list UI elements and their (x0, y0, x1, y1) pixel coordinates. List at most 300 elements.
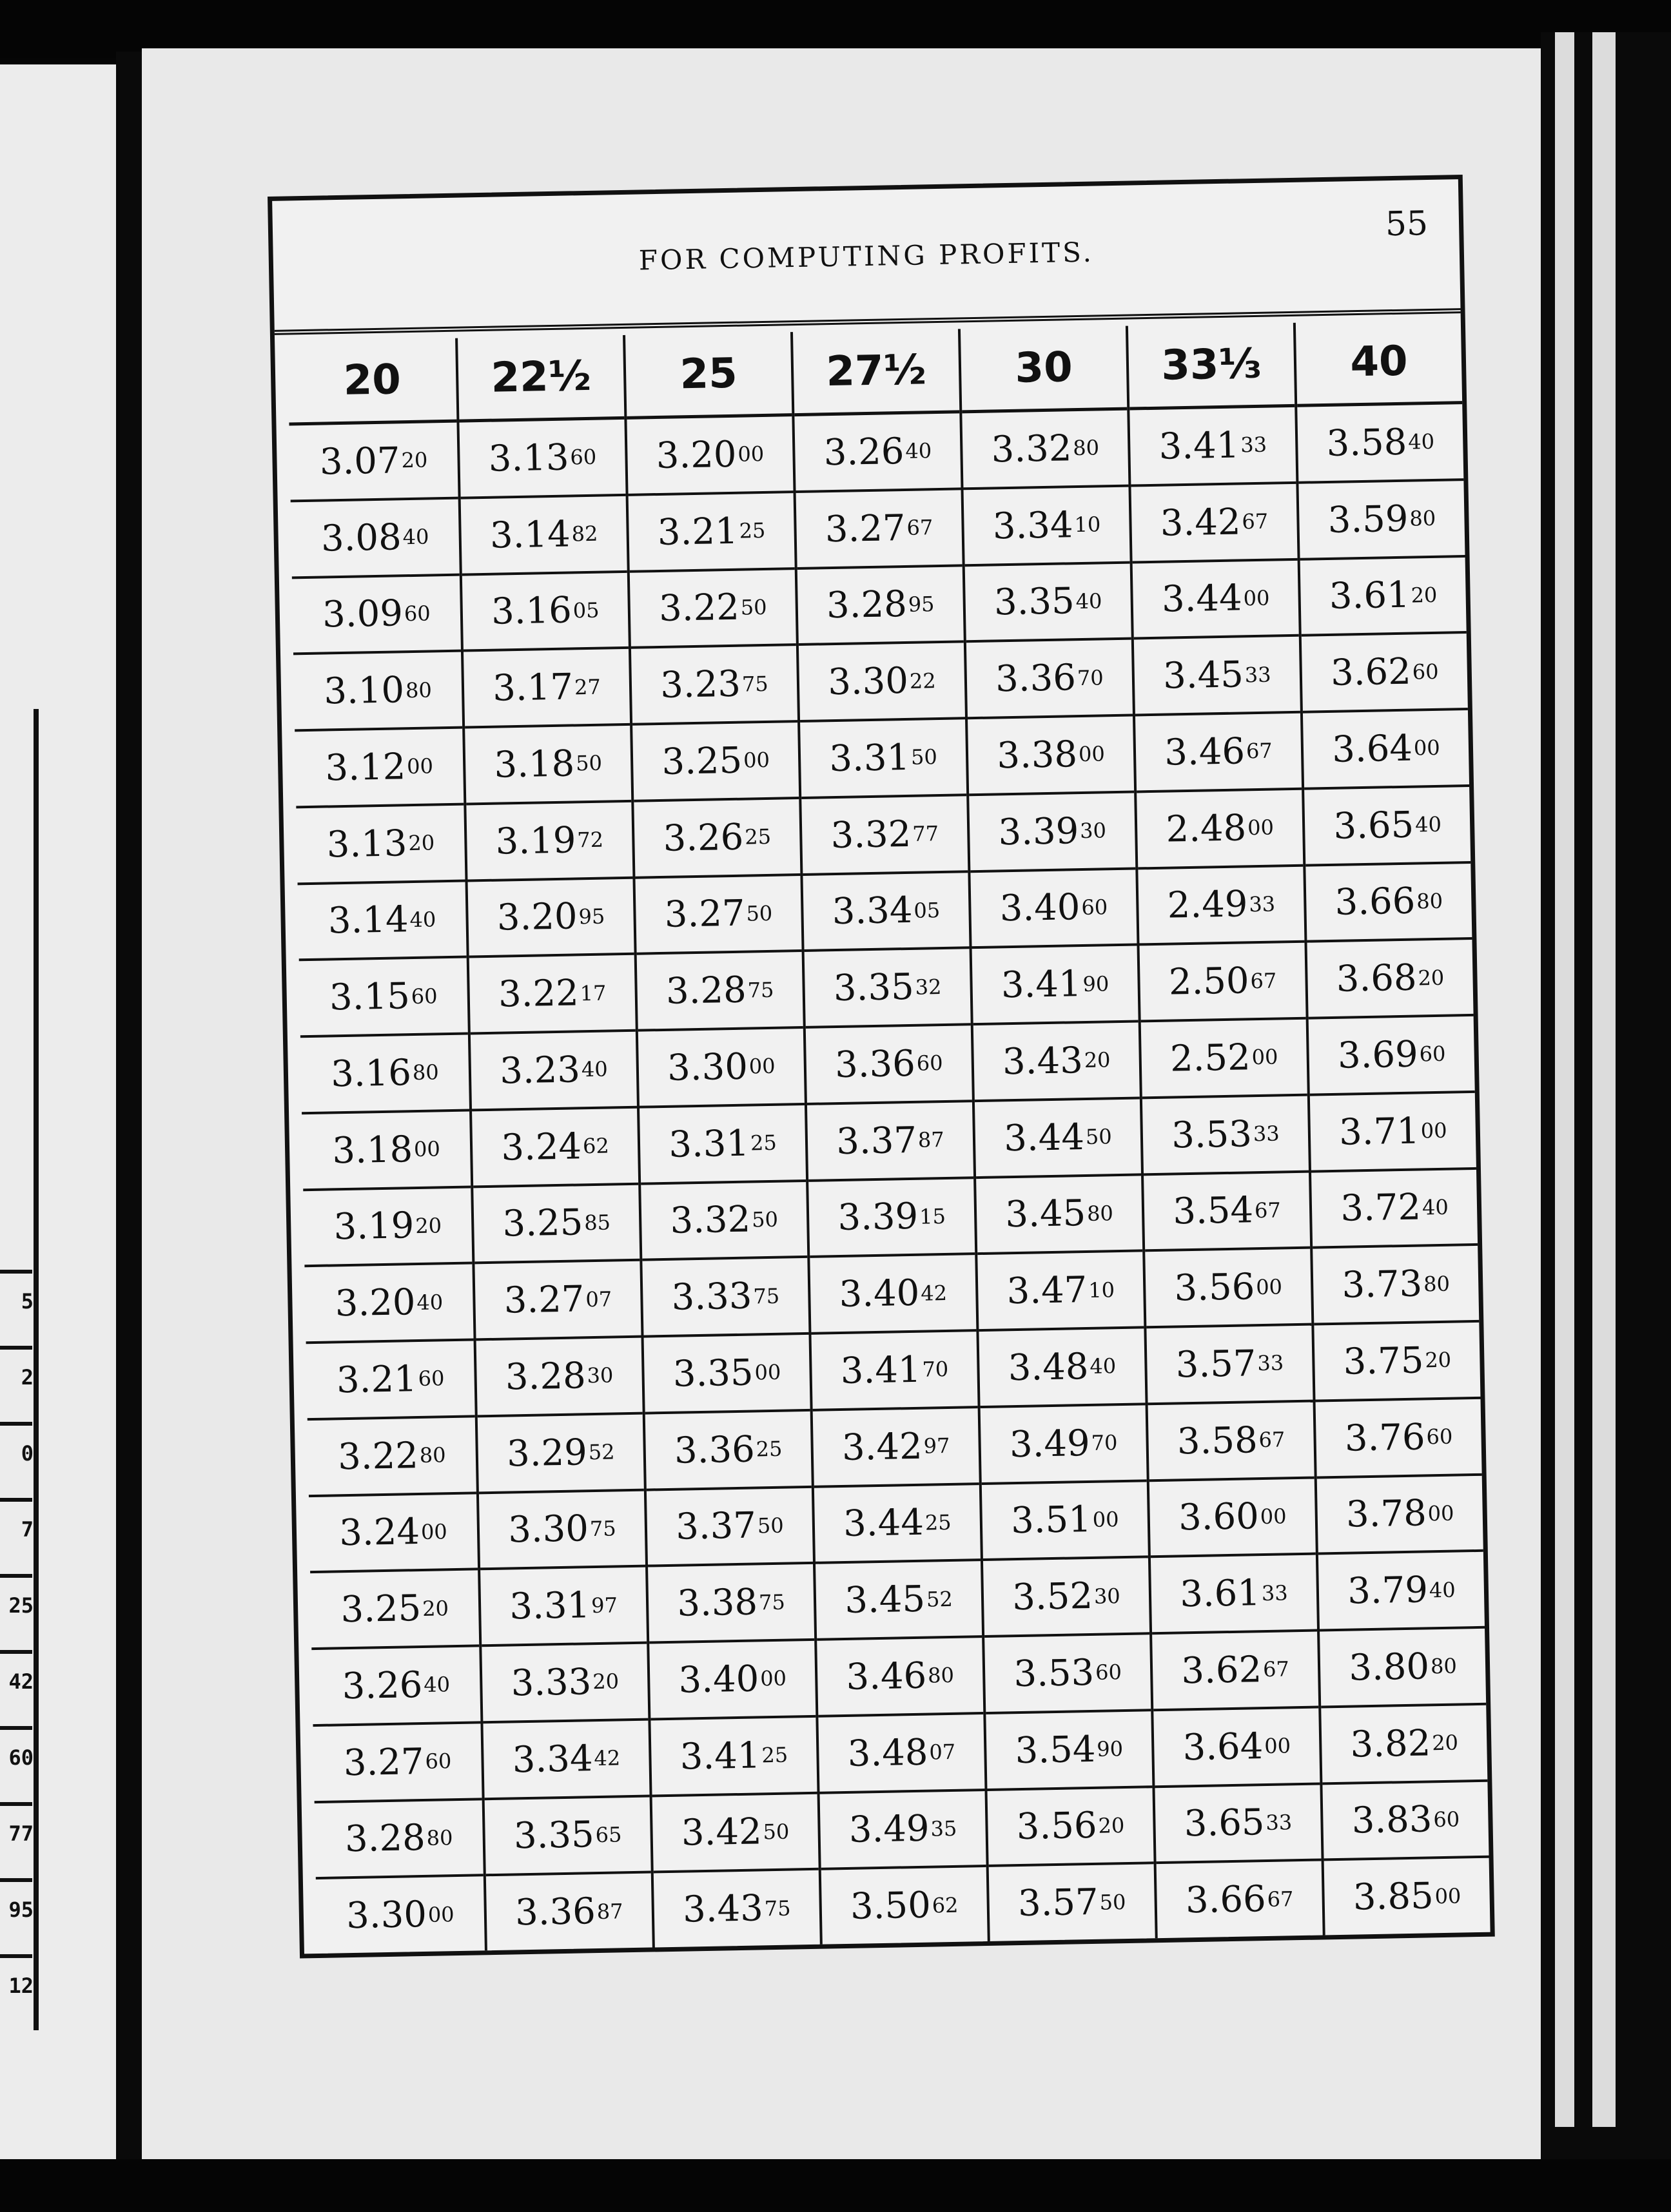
cell-fraction: 40 (1422, 1194, 1449, 1220)
cell-fraction: 25 (756, 1436, 783, 1462)
cell-value: 3.80 (1348, 1645, 1430, 1689)
cell-value: 3.35 (513, 1814, 595, 1858)
cell-fraction: 40 (409, 907, 436, 933)
cell-value: 3.62 (1330, 650, 1412, 695)
table-cell (483, 1720, 649, 1800)
cell-fraction: 52 (926, 1586, 953, 1612)
cell-fraction: 33 (1249, 891, 1276, 917)
cell-value: 3.78 (1345, 1492, 1427, 1537)
cell-fraction: 50 (751, 1207, 779, 1232)
table-cell (1129, 407, 1296, 487)
cell-fraction: 00 (420, 1519, 448, 1544)
cell-fraction: 60 (1412, 659, 1439, 684)
cell-fraction: 67 (1258, 1427, 1285, 1453)
table-cell (1303, 710, 1469, 790)
table-cell (313, 1723, 482, 1803)
cell-fraction: 75 (747, 977, 774, 1003)
cell-value: 3.36 (995, 657, 1077, 701)
table-cell (466, 802, 632, 882)
cell-value: 3.16 (330, 1052, 412, 1096)
cell-fraction: 33 (1265, 1810, 1293, 1835)
cell-fraction: 60 (1426, 1424, 1453, 1450)
table-cell (1134, 637, 1300, 716)
table-cell (820, 1791, 986, 1870)
table-cell (627, 416, 793, 496)
cell-fraction: 33 (1257, 1350, 1284, 1376)
cell-value: 3.40 (678, 1658, 759, 1702)
cell-value: 3.44 (1161, 577, 1243, 621)
cell-fraction: 17 (580, 980, 607, 1005)
table-cell (1135, 713, 1302, 793)
cell-fraction: 25 (739, 518, 766, 543)
cell-fraction: 20 (1411, 582, 1438, 608)
table-cell (968, 717, 1134, 796)
table-cell (814, 1485, 981, 1564)
cell-fraction: 35 (930, 1816, 957, 1841)
table-column (623, 332, 820, 1947)
table-cell (311, 1647, 480, 1726)
cell-value: 3.20 (335, 1281, 416, 1325)
cell-value: 3.22 (658, 587, 740, 630)
cell-fraction: 20 (408, 830, 435, 856)
cell-fraction: 40 (423, 1672, 451, 1698)
cell-fraction: 00 (1078, 741, 1106, 767)
table-column (790, 329, 988, 1944)
cell-fraction: 90 (1082, 971, 1109, 996)
table-cell (1314, 1323, 1480, 1402)
cell-value: 3.18 (331, 1128, 413, 1172)
table-cell (816, 1561, 982, 1640)
cell-fraction: 00 (1260, 1504, 1287, 1529)
table-cell (1321, 1705, 1487, 1785)
cell-value: 3.45 (844, 1578, 926, 1622)
table-cell (289, 423, 458, 502)
table-cell (634, 799, 800, 878)
cell-value: 3.34 (832, 889, 914, 933)
table-cell (1138, 866, 1304, 946)
cell-fraction: 30 (1093, 1583, 1121, 1609)
cell-fraction: 62 (582, 1133, 610, 1159)
cell-value: 3.49 (848, 1807, 930, 1852)
table-cell (1157, 1861, 1323, 1938)
cell-fraction: 60 (404, 601, 431, 626)
cell-fraction: 00 (1251, 1044, 1278, 1070)
cell-value: 3.37 (836, 1119, 917, 1163)
cell-value: 2.50 (1168, 960, 1250, 1004)
table-cell (801, 796, 968, 875)
cell-value: 3.51 (1010, 1499, 1092, 1542)
cell-fraction: 67 (1242, 509, 1269, 534)
cell-fraction: 60 (1081, 895, 1108, 920)
table-cell (482, 1644, 648, 1723)
cell-fraction: 97 (923, 1433, 950, 1459)
cell-value: 3.43 (1002, 1039, 1084, 1083)
cell-fraction: 40 (402, 524, 429, 550)
cell-fraction: 40 (1090, 1353, 1117, 1379)
table-column (288, 338, 485, 1954)
table-cell (1152, 1632, 1318, 1711)
cell-fraction: 00 (1243, 585, 1270, 611)
cell-fraction: 00 (754, 1360, 781, 1385)
cell-fraction: 25 (761, 1742, 788, 1768)
cell-fraction: 20 (401, 447, 428, 473)
cell-value: 3.40 (839, 1272, 920, 1316)
facing-page-row-line (0, 1498, 32, 1502)
cell-fraction: 97 (591, 1593, 618, 1618)
cell-value: 3.44 (843, 1502, 924, 1546)
cell-value: 3.32 (830, 813, 912, 857)
cell-fraction: 80 (419, 1442, 446, 1468)
table-cell (984, 1635, 1151, 1714)
table-cell (1309, 1016, 1475, 1096)
cell-value: 3.61 (1329, 574, 1411, 618)
cell-fraction: 25 (750, 1130, 777, 1156)
cell-fraction: 80 (405, 677, 433, 703)
cell-fraction: 60 (1095, 1660, 1122, 1685)
table-cell (649, 1641, 816, 1720)
cell-value: 3.82 (1349, 1722, 1431, 1766)
cell-fraction: 00 (759, 1666, 787, 1691)
column-heading: 30 (961, 326, 1127, 414)
table-cell (983, 1558, 1149, 1638)
cell-value: 3.73 (1341, 1263, 1423, 1306)
cell-fraction: 60 (411, 984, 438, 1009)
cell-fraction: 42 (594, 1745, 621, 1771)
cell-fraction: 20 (415, 1213, 442, 1238)
table-cell (806, 1025, 972, 1105)
table-cell (637, 952, 803, 1031)
cell-value: 3.35 (993, 580, 1075, 624)
cell-fraction: 72 (577, 827, 604, 853)
scan-bottom-edge (0, 2159, 1671, 2212)
table-cell (465, 726, 631, 805)
table-cell (306, 1341, 475, 1420)
facing-page-row-line (0, 1422, 32, 1426)
facing-page-rule (34, 709, 39, 2030)
table-cell (797, 567, 964, 646)
table-cell (630, 570, 796, 649)
facing-page-number: 25 (8, 1593, 34, 1618)
cell-fraction: 00 (1413, 735, 1441, 761)
table-cell (645, 1412, 812, 1491)
table-cell (989, 1864, 1155, 1941)
cell-value: 3.33 (511, 1661, 592, 1705)
cell-fraction: 00 (743, 748, 770, 773)
cell-fraction: 22 (909, 668, 936, 694)
cell-value: 3.34 (992, 503, 1074, 548)
cell-value: 3.22 (498, 972, 580, 1016)
cell-fraction: 67 (1254, 1198, 1282, 1223)
table-cell (298, 882, 467, 961)
cell-value: 3.60 (1178, 1495, 1260, 1539)
cell-value: 3.85 (1353, 1875, 1434, 1919)
cell-value: 3.33 (671, 1275, 752, 1319)
table-cell (472, 1108, 638, 1187)
cell-fraction: 00 (1427, 1500, 1454, 1526)
cell-value: 3.64 (1182, 1725, 1264, 1769)
cell-value: 3.20 (656, 433, 738, 477)
cell-value: 3.48 (1008, 1345, 1090, 1390)
cell-value: 3.38 (996, 733, 1078, 777)
table-cell (1141, 1020, 1307, 1099)
cell-fraction: 00 (413, 1136, 441, 1162)
cell-fraction: 00 (1247, 815, 1275, 840)
table-cell (1307, 940, 1473, 1019)
table-cell (1302, 634, 1468, 713)
table-cell (1298, 481, 1465, 560)
cell-value: 3.46 (845, 1654, 927, 1698)
table-cell (299, 958, 468, 1038)
cell-value: 3.27 (664, 892, 746, 936)
table-cell (1300, 558, 1467, 637)
table-cell (1144, 1172, 1310, 1252)
cell-fraction: 67 (1250, 968, 1277, 993)
cell-value: 3.56 (1173, 1266, 1255, 1310)
cell-fraction: 75 (764, 1896, 791, 1921)
cell-fraction: 52 (588, 1439, 615, 1465)
cell-value: 3.31 (509, 1584, 591, 1628)
cell-fraction: 33 (1261, 1580, 1289, 1606)
cell-fraction: 30 (587, 1363, 614, 1388)
cell-value: 3.12 (324, 746, 406, 790)
cell-value: 3.42 (841, 1425, 923, 1469)
cell-fraction: 60 (418, 1366, 445, 1392)
facing-page-row-line (0, 1650, 32, 1654)
cell-value: 3.56 (1016, 1805, 1098, 1848)
table-cell (473, 1185, 640, 1264)
table-cell (810, 1255, 976, 1334)
table-cell (476, 1338, 643, 1417)
cell-value: 3.08 (320, 516, 402, 560)
cell-value: 3.39 (997, 810, 1079, 854)
cell-value: 3.31 (828, 736, 910, 781)
facing-page-row-line (0, 1954, 32, 1958)
table-cell (1310, 1093, 1476, 1172)
cell-fraction: 50 (757, 1513, 784, 1538)
cell-fraction: 95 (578, 904, 605, 929)
column-heading: 22½ (458, 335, 624, 423)
table-cell (812, 1332, 978, 1411)
cell-value: 3.58 (1177, 1419, 1258, 1463)
cell-value: 3.28 (344, 1817, 426, 1861)
cell-value: 3.21 (657, 510, 739, 554)
page-number: 55 (1385, 204, 1429, 244)
cell-value: 3.41 (1158, 424, 1240, 468)
cell-fraction: 05 (914, 897, 941, 923)
column-heading: 25 (625, 332, 792, 420)
page-edge-rail (1555, 32, 1574, 2127)
page-header (272, 179, 1461, 335)
table-cell (469, 955, 636, 1034)
cell-fraction: 70 (1091, 1430, 1118, 1456)
cell-fraction: 15 (919, 1203, 946, 1229)
table-cell (966, 640, 1133, 719)
table-cell (977, 1252, 1144, 1332)
table-cell (304, 1265, 473, 1344)
cell-fraction: 80 (1073, 435, 1100, 461)
facing-page-fragment (0, 64, 122, 2166)
cell-fraction: 80 (927, 1663, 955, 1688)
cell-fraction: 50 (763, 1819, 790, 1845)
table-cell (640, 1105, 806, 1185)
cell-value: 3.66 (1334, 880, 1416, 924)
cell-value: 3.41 (840, 1348, 922, 1392)
table-cell (1322, 1781, 1489, 1861)
facing-page-row-line (0, 1346, 32, 1350)
table-cell (973, 1022, 1140, 1101)
cell-fraction: 00 (738, 441, 765, 467)
table-cell (642, 1258, 808, 1337)
facing-page-number: 95 (8, 1897, 34, 1922)
table-cell (1133, 560, 1299, 639)
facing-page-row-line (0, 1802, 32, 1806)
cell-value: 3.53 (1013, 1651, 1095, 1696)
cell-fraction: 10 (1074, 512, 1101, 538)
cell-value: 3.30 (827, 660, 909, 704)
table-cell (296, 805, 465, 884)
cell-value: 3.54 (1172, 1189, 1254, 1233)
table-cell (468, 878, 634, 958)
table-cell (1320, 1629, 1486, 1708)
cell-fraction: 80 (412, 1060, 439, 1085)
cell-value: 3.13 (326, 822, 408, 866)
table-cell (965, 563, 1131, 643)
cell-value: 3.42 (681, 1810, 763, 1855)
cell-value: 3.23 (660, 663, 741, 707)
cell-fraction: 60 (425, 1749, 452, 1774)
cell-value: 3.24 (500, 1125, 582, 1169)
cell-fraction: 70 (1077, 665, 1104, 690)
cell-fraction: 75 (753, 1283, 780, 1309)
table-cell (979, 1328, 1145, 1408)
table-cell (975, 1099, 1141, 1178)
table-cell (807, 1102, 973, 1181)
cell-value: 3.52 (1011, 1575, 1093, 1619)
table-cell (1304, 787, 1471, 866)
page-edge-rails (1541, 32, 1671, 2212)
cell-value: 3.27 (503, 1278, 585, 1322)
cell-value: 3.45 (1004, 1192, 1086, 1236)
facing-page-number: 2 (21, 1365, 34, 1390)
cell-fraction: 07 (585, 1286, 612, 1312)
cell-value: 3.41 (1001, 963, 1082, 1007)
table-cell (479, 1491, 645, 1570)
table-cell (970, 869, 1137, 949)
cell-fraction: 00 (1255, 1274, 1283, 1299)
cell-fraction: 75 (758, 1589, 786, 1615)
table-column (455, 335, 652, 1950)
cell-value: 3.65 (1333, 804, 1414, 848)
cell-fraction: 85 (583, 1210, 611, 1236)
cell-fraction: 20 (422, 1595, 449, 1621)
cell-fraction: 00 (1264, 1733, 1291, 1759)
cell-fraction: 67 (1246, 738, 1273, 764)
cell-value: 3.64 (1331, 727, 1413, 771)
cell-value: 3.19 (495, 819, 576, 863)
cell-value: 3.47 (1006, 1269, 1088, 1313)
cell-value: 3.31 (668, 1122, 750, 1166)
cell-value: 3.29 (506, 1431, 588, 1475)
cell-value: 3.42 (1160, 501, 1242, 545)
cell-value: 3.61 (1179, 1572, 1261, 1616)
cell-value: 3.28 (826, 583, 908, 627)
cell-value: 3.36 (514, 1890, 596, 1934)
profit-table (288, 320, 1490, 1954)
table-cell (1131, 484, 1297, 563)
table-cell (1317, 1475, 1483, 1555)
table-cell (478, 1414, 644, 1493)
cell-fraction: 25 (924, 1509, 952, 1535)
cell-value: 3.30 (667, 1045, 748, 1089)
table-cell (480, 1567, 647, 1647)
table-cell (648, 1564, 814, 1644)
cell-value: 3.37 (675, 1504, 757, 1549)
table-cell (1313, 1246, 1479, 1325)
cell-value: 3.53 (1171, 1112, 1253, 1157)
table-cell (821, 1867, 988, 1944)
facing-page-number: 77 (8, 1821, 34, 1846)
table-cell (650, 1718, 817, 1797)
table-cell (1316, 1399, 1482, 1479)
cell-fraction: 00 (1420, 1118, 1447, 1143)
cell-fraction: 42 (920, 1280, 948, 1306)
table-cell (1140, 943, 1306, 1022)
cell-value: 3.10 (323, 669, 405, 713)
cell-fraction: 77 (912, 821, 939, 846)
cell-value: 3.79 (1347, 1569, 1429, 1613)
cell-fraction: 32 (915, 974, 942, 1000)
cell-fraction: 50 (1085, 1124, 1112, 1150)
cell-fraction: 00 (1434, 1883, 1461, 1908)
running-title: FOR COMPUTING PROFITS. (638, 236, 1095, 276)
table-cell (1148, 1402, 1314, 1481)
table-cell (486, 1874, 652, 1950)
table-cell (302, 1111, 471, 1190)
facing-page-row-line (0, 1726, 32, 1730)
cell-value: 3.35 (833, 965, 915, 1010)
cell-fraction: 60 (916, 1051, 943, 1076)
table-cell (1318, 1552, 1485, 1631)
cell-value: 3.22 (337, 1434, 419, 1478)
cell-fraction: 20 (1431, 1730, 1459, 1756)
table-cell (474, 1261, 641, 1341)
cell-fraction: 50 (575, 751, 603, 776)
cell-value: 3.71 (1338, 1110, 1420, 1154)
cell-fraction: 80 (1416, 888, 1443, 914)
table-cell (969, 793, 1135, 872)
cell-fraction: 67 (906, 515, 933, 541)
cell-value: 3.57 (1017, 1881, 1099, 1925)
cell-fraction: 40 (905, 438, 932, 464)
cell-value: 3.34 (512, 1737, 594, 1781)
cell-fraction: 10 (1088, 1277, 1115, 1303)
cell-value: 3.59 (1327, 498, 1409, 541)
cell-value: 3.68 (1336, 956, 1418, 1000)
book-gutter (116, 52, 142, 2198)
table-cell (813, 1408, 979, 1488)
cell-fraction: 70 (922, 1357, 949, 1382)
cell-value: 3.69 (1337, 1033, 1419, 1077)
cell-fraction: 87 (917, 1127, 945, 1152)
table-cell (805, 949, 971, 1028)
cell-value: 3.25 (502, 1201, 583, 1245)
cell-fraction: 00 (427, 1901, 454, 1927)
table-cell (309, 1494, 478, 1573)
table-cell (1142, 1096, 1309, 1175)
cell-fraction: 00 (1092, 1507, 1119, 1532)
cell-value: 3.30 (507, 1508, 589, 1551)
table-cell (986, 1711, 1152, 1790)
